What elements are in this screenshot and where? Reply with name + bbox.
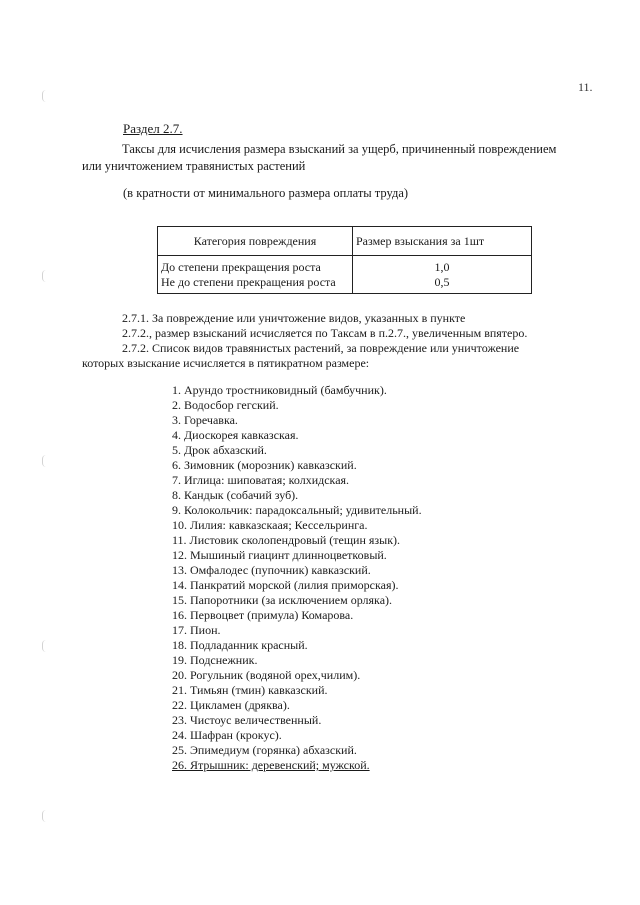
heading-line-2: или уничтожением травянистых растений xyxy=(82,159,306,173)
table-row xyxy=(158,256,532,294)
binding-hole-mark xyxy=(42,640,51,652)
list-item: 9. Колокольчик: парадоксальный; удивительный. xyxy=(172,503,422,517)
paragraph-2-7-1-cont: 2.7.2., размер взысканий исчисляется по Таксам в п.2.7., увеличенным впятеро. xyxy=(122,326,528,340)
list-item: 18. Подладанник красный. xyxy=(172,638,308,652)
list-item: 12. Мышиный гиацинт длинноцветковый. xyxy=(172,548,387,562)
row-category: Не до степени прекращения роста xyxy=(161,275,336,289)
row-category: До степени прекращения роста xyxy=(161,260,321,274)
damage-table xyxy=(157,226,532,294)
table-header-category: Категория повреждения xyxy=(158,227,353,256)
table-header-value: Размер взыскания за 1шт xyxy=(353,227,532,256)
paragraph-2-7-2: 2.7.2. Список видов травянистых растений, за повреждение или уничтожение xyxy=(122,341,520,355)
list-item: 21. Тимьян (тмин) кавказский. xyxy=(172,683,328,697)
paragraph-2-7-2-cont: которых взыскание исчисляется в пятикратном размере: xyxy=(82,356,370,370)
list-item: 4. Диоскорея кавказская. xyxy=(172,428,299,442)
binding-hole-mark xyxy=(42,90,51,102)
paragraphs xyxy=(82,311,592,371)
list-item: 17. Пион. xyxy=(172,623,221,637)
page-number: 11. xyxy=(578,80,593,94)
table-cell-categories xyxy=(158,256,353,294)
list-item: 19. Подснежник. xyxy=(172,653,258,667)
list-item: 14. Панкратий морской (лилия приморская). xyxy=(172,578,399,592)
list-item: 6. Зимовник (морозник) кавказский. xyxy=(172,458,357,472)
list-item: 22. Цикламен (дряква). xyxy=(172,698,290,712)
binding-hole-mark xyxy=(42,455,51,467)
table-cell-values xyxy=(353,256,532,294)
list-item: 11. Листовик сколопендровый (тещин язык). xyxy=(172,533,401,547)
list-item: 10. Лилия: кавказскаая; Кессельринга. xyxy=(172,518,368,532)
paragraph-2-7-1: 2.7.1. За повреждение или уничтожение видов, указанных в пункте xyxy=(122,311,466,325)
list-item: 16. Первоцвет (примула) Комарова. xyxy=(172,608,354,622)
list-item: 24. Шафран (крокус). xyxy=(172,728,282,742)
row-value: 1,0 xyxy=(434,260,450,274)
species-list xyxy=(172,383,422,773)
heading xyxy=(82,141,582,175)
list-item: 25. Эпимедиум (горянка) абхазский. xyxy=(172,743,357,757)
list-item: 23. Чистоус величественный. xyxy=(172,713,322,727)
list-item: 8. Кандык (собачий зуб). xyxy=(172,488,299,502)
binding-hole-mark xyxy=(42,270,51,282)
list-item: 15. Папоротники (за исключением орляка). xyxy=(172,593,393,607)
list-item: 2. Водосбор гегский. xyxy=(172,398,279,412)
list-item: 26. Ятрышник: деревенский; мужской. xyxy=(172,758,370,772)
table-header-row xyxy=(158,227,532,256)
list-item: 3. Горечавка. xyxy=(172,413,238,427)
section-title: Раздел 2.7. xyxy=(123,121,183,136)
multiplier-note: (в кратности от минимального размера оплаты труда) xyxy=(123,186,409,200)
list-item: 5. Дрок абхазский. xyxy=(172,443,267,457)
heading-line-1: Таксы для исчисления размера взысканий за ущерб, причиненный повреждением xyxy=(122,142,557,156)
binding-hole-mark xyxy=(42,810,51,822)
row-value: 0,5 xyxy=(434,275,450,289)
list-item: 7. Иглица: шиповатая; колхидская. xyxy=(172,473,350,487)
list-item: 20. Рогульник (водяной орех,чилим). xyxy=(172,668,361,682)
list-item: 1. Арундо тростниковидный (бамбучник). xyxy=(172,383,387,397)
list-item: 13. Омфалодес (пупочник) кавказский. xyxy=(172,563,371,577)
